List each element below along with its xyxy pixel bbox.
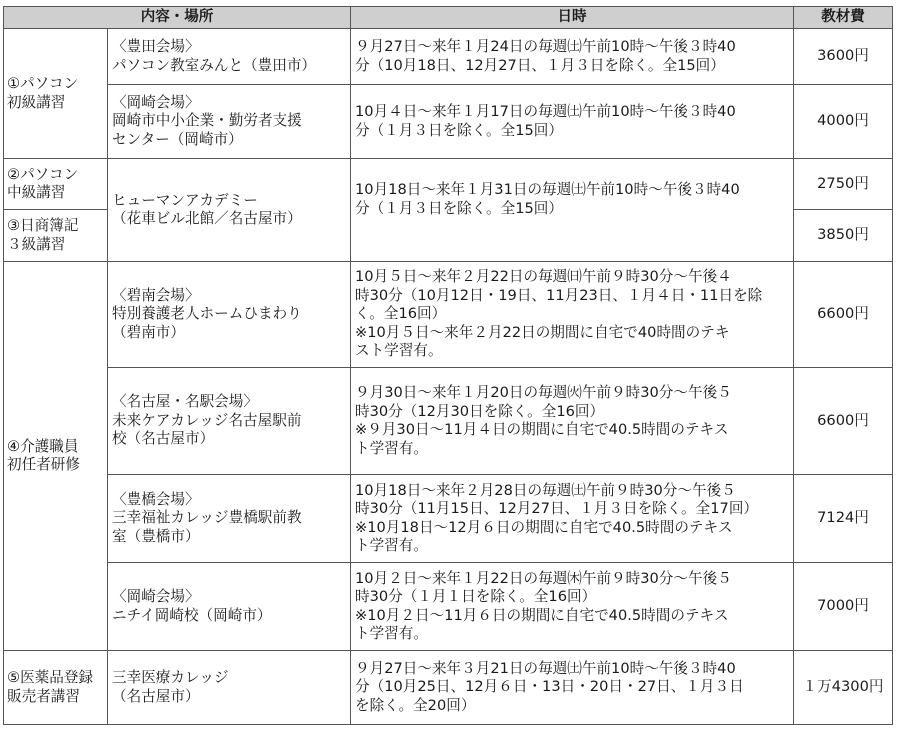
venue-cell: ヒューマンアカデミー （花車ビル北館／名古屋市） [108,159,351,262]
header-content-place: 内容・場所 [4,7,351,29]
fee-cell: 4000円 [794,85,893,159]
fee-cell: 7124円 [794,475,893,563]
schedule-cell: 10月２日～来年１月22日の毎週㈭午前９時30分～午後５ 時30分（１月１日を除く。全16回） ※10月２日～11月６日の期間に自宅で40.5時間のテキス ト学習有。 [351,563,794,651]
course-name: ⑤医薬品登録 販売者講習 [4,651,108,725]
schedule-cell: 10月18日～来年２月28日の毎週㈯午前９時30分～午後５ 時30分（11月15日、12月27日、１月３日を除く。全17回） ※10月18日～12月６日の期間に自宅で40.5時間のテキス ト学習有。 [351,475,794,563]
schedule-cell: ９月27日～来年１月24日の毎週㈯午前10時～午後３時40 分（10月18日、12月27日、１月３日を除く。全15回） [351,29,794,85]
venue-cell: 三幸医療カレッジ （名古屋市） [108,651,351,725]
header-fee: 教材費 [794,7,893,29]
table-row [4,651,893,725]
table-row [4,85,893,159]
fee-cell: 6600円 [794,262,893,368]
venue-cell: 〈名古屋・名駅会場〉 未来ケアカレッジ名古屋駅前 校（名古屋市） [108,368,351,475]
table-row [4,563,893,651]
fee-cell: 6600円 [794,368,893,475]
table-row [4,475,893,563]
venue-cell: 〈豊田会場〉 パソコン教室みんと（豊田市） [108,29,351,85]
fee-cell: 3600円 [794,29,893,85]
table-row [4,262,893,368]
course-table [3,6,893,725]
schedule-cell: ９月30日～来年１月20日の毎週㈫午前９時30分～午後５ 時30分（12月30日を除く。全16回） ※９月30日～11月４日の期間に自宅で40.5時間のテキス ト学習有。 [351,368,794,475]
table-row [4,29,893,85]
table-row [4,159,893,210]
schedule-cell: ９月27日～来年３月21日の毎週㈯午前10時～午後３時40 分（10月25日、12月６日・13日・20日・27日、１月３日 を除く。全20回） [351,651,794,725]
schedule-cell: 10月18日～来年１月31日の毎週㈯午前10時～午後３時40 分（１月３日を除く。全15回） [351,159,794,262]
venue-cell: 〈岡崎会場〉 ニチイ岡崎校（岡崎市） [108,563,351,651]
course-name: ③日商簿記 ３級講習 [4,210,108,262]
schedule-cell: 10月４日～来年１月17日の毎週㈯午前10時～午後３時40 分（１月３日を除く。全15回） [351,85,794,159]
venue-cell: 〈豊橋会場〉 三幸福祉カレッジ豊橋駅前教 室（豊橋市） [108,475,351,563]
fee-cell: 7000円 [794,563,893,651]
table-row [4,368,893,475]
fee-cell: 2750円 [794,159,893,210]
fee-cell: 3850円 [794,210,893,262]
course-name: ②パソコン 中級講習 [4,159,108,210]
fee-cell: １万4300円 [794,651,893,725]
venue-cell: 〈碧南会場〉 特別養護老人ホームひまわり （碧南市） [108,262,351,368]
course-name: ④介護職員 初任者研修 [4,262,108,651]
venue-cell: 〈岡崎会場〉 岡崎市中小企業・勤労者支援 センター（岡崎市） [108,85,351,159]
schedule-cell: 10月５日～来年２月22日の毎週㈰午前９時30分～午後４ 時30分（10月12日・19日、11月23日、１月４日・11日を除 く。全16回） ※10月５日～来年２月22日の期間に自宅で40時間のテキ スト学習有。 [351,262,794,368]
header-datetime: 日時 [351,7,794,29]
header-row [4,7,893,29]
course-name: ①パソコン 初級講習 [4,29,108,159]
